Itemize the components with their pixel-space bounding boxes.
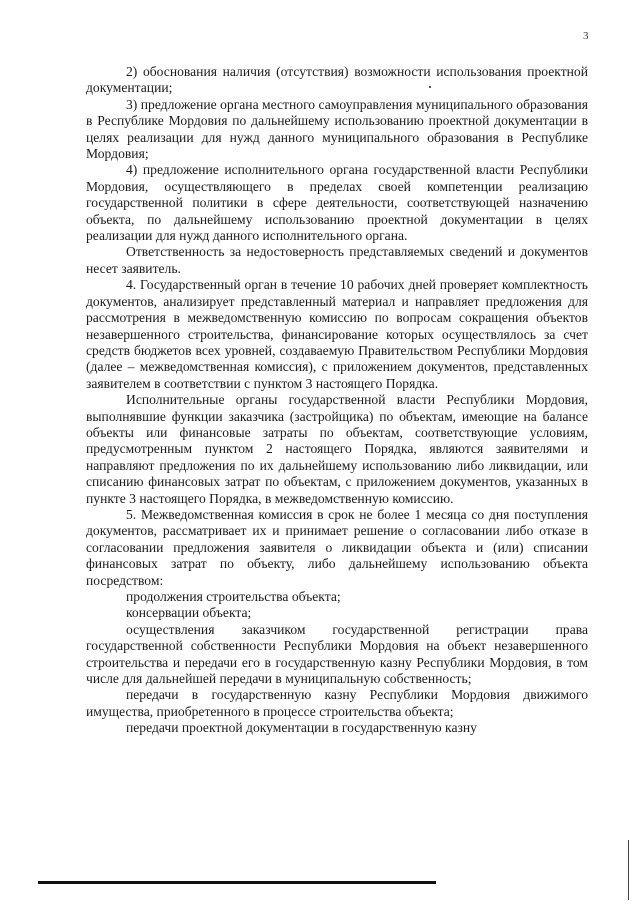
list-item-continue-construction: продолжения строительства объекта; <box>126 589 341 604</box>
paragraph-executive-bodies: Исполнительные органы государственной власти Республики Мордовия, выполнявшие функции заказчика (застройщика) по объектам, имеющие на балансе объекты или финансовые затраты по объектам, соответствующие условиям, предусмотренным пунктом 2 настоящего Порядка, являются заявителями и направляют предложения по их дальнейшему использованию либо ликвидации, или списанию финансовых затрат по объектам, с приложением документов, указанных в пункте 3 настоящего Порядка, в межведомственную комиссию. <box>86 392 588 506</box>
paragraph-item-2: 2) обоснования наличия (отсутствия) возможности использования проектной документации; <box>86 64 588 96</box>
document-body <box>86 64 588 737</box>
scan-edge-bar <box>38 881 436 884</box>
paragraph-item-4: 4) предложение исполнительного органа государственной власти Республики Мордовия, осуществляющего в пределах своей компетенции реализацию государственной политики в сфере деятельности, соответствующей назначению объекта, по дальнейшему использованию проектной документации в целях реализации для нужд данного исполнительного органа. <box>86 162 588 244</box>
list-item-project-docs: передачи проектной документации в государственную казну <box>126 720 477 736</box>
paragraph-clause-4: 4. Государственный орган в течение 10 рабочих дней проверяет комплектность документов, анализирует представленный материал и направляет предложения для рассмотрения в межведомственную комиссию по вопросам сокращения объектов незавершенного строительства, финансирование которых осуществлялось за счет средств бюджетов всех уровней, создаваемую Правительством Республики Мордовия (далее – межведомственная комиссия), с приложением документов, представленных заявителем в соответствии с пунктом 3 настоящего Порядка. <box>86 277 588 391</box>
paragraph-item-3: 3) предложение органа местного самоуправления муниципального образования в Республике Мордовия по дальнейшему использованию проектной документации в целях реализации для нужд данного муниципального образования в Республике Мордовия; <box>86 96 588 162</box>
page-number: 3 <box>583 30 589 42</box>
list-item-conservation: консервации объекта; <box>126 605 252 621</box>
list-item-movable-property: передачи в государственную казну Республики Мордовия движимого имущества, приобретенного в процессе строительства объекта; <box>86 687 588 719</box>
list-item-registration: осуществления заказчиком государственной регистрации права государственной собственности Республики Мордовия на объект незавершенного строительства и передачи его в государственную казну Республики Мордовия, в том числе для дальнейшей передачи в муниципальную собственность; <box>86 621 588 687</box>
paragraph-clause-5: 5. Межведомственная комиссия в срок не более 1 месяца со дня поступления документов, рассматривает их и принимает решение о согласовании либо отказе в согласовании предложения заявителя о ликвидации объекта и (или) списании финансовых затрат по объекту, либо дальнейшему использованию объекта посредством: <box>86 506 588 588</box>
paragraph-responsibility: Ответственность за недостоверность представляемых сведений и документов несет заявитель. <box>86 244 588 276</box>
scan-edge-mark <box>628 840 629 900</box>
